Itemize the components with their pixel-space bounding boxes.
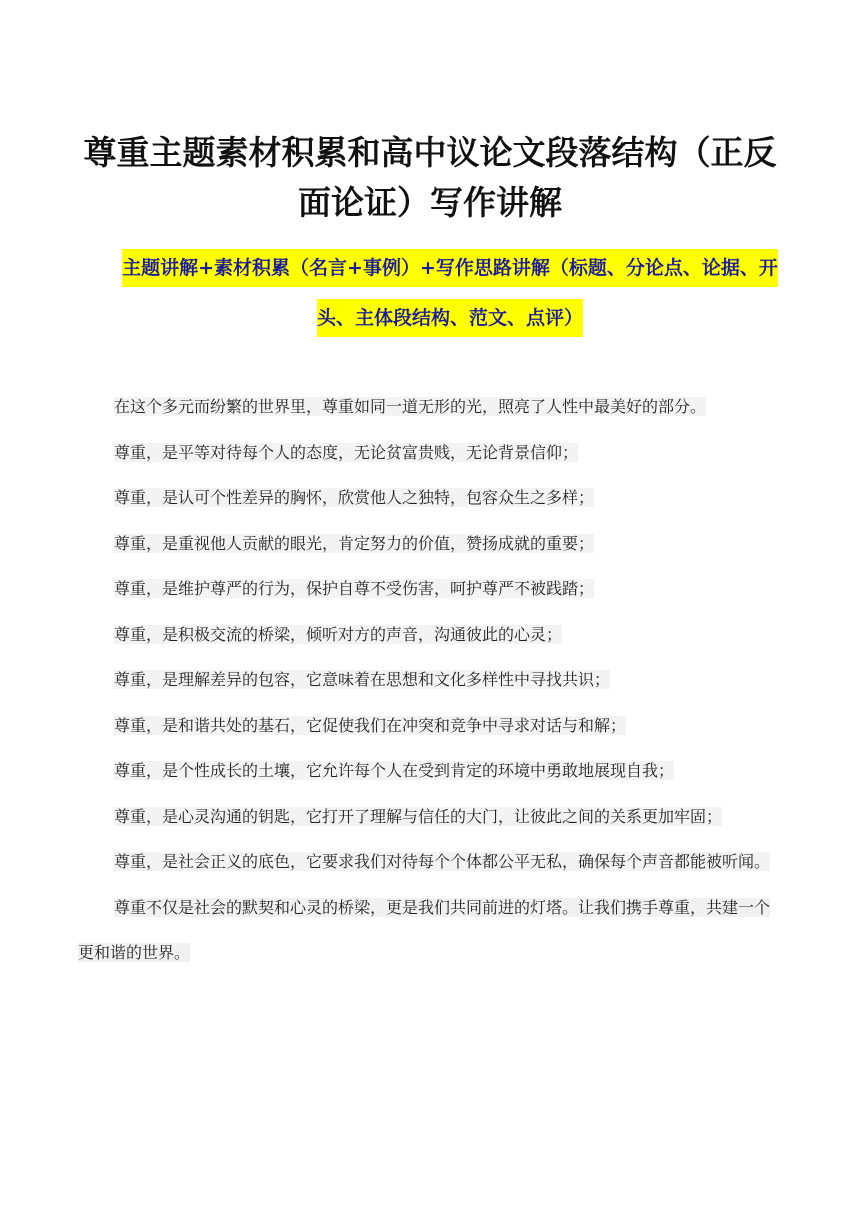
paragraph (78, 475, 780, 521)
body-text (78, 384, 780, 976)
paragraph-text: 尊重，是个性成长的土壤，它允许每个人在受到肯定的环境中勇敢地展现自我； (114, 761, 675, 780)
paragraph-text: 尊重，是理解差异的包容，它意味着在思想和文化多样性中寻找共识； (114, 670, 611, 689)
paragraph (78, 657, 780, 703)
paragraph-text: 尊重，是社会正义的底色，它要求我们对待每个个体都公平无私，确保每个声音都能被听闻。 (114, 852, 771, 871)
paragraph-text: 尊重，是积极交流的桥梁，倾听对方的声音，沟通彼此的心灵； (114, 624, 563, 644)
paragraph (78, 612, 780, 658)
document-subtitle (110, 243, 790, 343)
paragraph (78, 430, 780, 476)
paragraph (78, 521, 780, 567)
paragraph-text: 尊重，是和谐共处的基石，它促使我们在冲突和竞争中寻求对话与和解； (114, 715, 627, 735)
paragraph (78, 703, 780, 749)
document-title: 尊重主题素材积累和高中议论文段落结构（正反面论证）写作讲解 (83, 133, 777, 222)
paragraph (78, 794, 780, 840)
paragraph-text: 尊重，是重视他人贡献的眼光，肯定努力的价值，赞扬成就的重要； (114, 533, 595, 553)
paragraph-conclusion (78, 885, 780, 976)
paragraph (78, 566, 780, 612)
paragraph (78, 748, 780, 794)
paragraph-text: 尊重，是认可个性差异的胸怀，欣赏他人之独特，包容众生之多样； (114, 488, 595, 507)
paragraph-text: 尊重，是平等对待每个人的态度，无论贫富贵贱，无论背景信仰； (114, 442, 579, 462)
subtitle-highlight: 主题讲解+素材积累（名言+事例）+写作思路讲解（标题、分论点、论据、开头、主体段结构、范文、点评） (122, 249, 778, 337)
paragraph-intro (78, 384, 780, 430)
paragraph-text: 尊重，是心灵沟通的钥匙，它打开了理解与信任的大门，让彼此之间的关系更加牢固； (114, 806, 723, 826)
paragraph-text: 尊重不仅是社会的默契和心灵的桥梁，更是我们共同前进的灯塔。让我们携手尊重，共建一个更和谐的世界。 (78, 897, 771, 962)
paragraph-text: 尊重，是维护尊严的行为，保护自尊不受伤害，呵护尊严不被践踏； (114, 579, 595, 598)
paragraph-text: 在这个多元而纷繁的世界里，尊重如同一道无形的光，照亮了人性中最美好的部分。 (114, 397, 707, 416)
paragraph (78, 839, 780, 885)
